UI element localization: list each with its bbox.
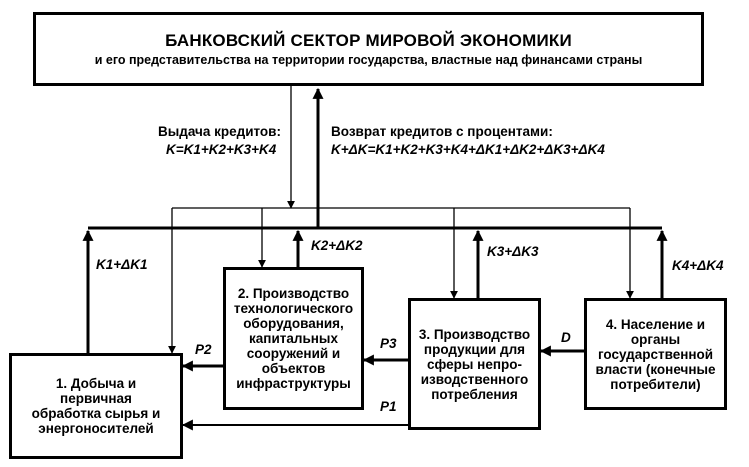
credit-issue-label: Выдача кредитов: [158,124,281,139]
box-raw-materials: 1. Добыча и первичная обработка сырья и энергоносителей [9,353,183,459]
flow-label-p2: P2 [195,342,212,357]
banking-sector-title: БАНКОВСКИЙ СЕКТОР МИРОВОЙ ЭКОНОМИКИ [165,30,572,50]
banking-sector-box [33,12,704,86]
credit-return-label: Возврат кредитов с процентами: [331,124,553,139]
credit-issue-formula: K=K1+K2+K3+K4 [166,142,277,157]
box-end-consumers: 4. Население и органы государственной власти (конечные потребители) [584,298,727,410]
flow-label-p1: P1 [380,399,397,414]
credit-return-formula: K+ΔK=K1+K2+K3+K4+ΔK1+ΔK2+ΔK3+ΔK4 [331,142,605,157]
flow-label-k2: K2+ΔK2 [311,238,363,253]
flow-label-p3: P3 [380,336,397,351]
flow-label-k3: K3+ΔK3 [487,244,539,259]
flow-label-k4: K4+ΔK4 [672,258,724,273]
flow-label-d: D [561,330,571,345]
box-equipment-production: 2. Производство технологического оборудования, капитальных сооружений и объектов инфраструктуры [223,267,364,410]
box-consumer-goods: 3. Производство продукции для сферы непро- изводственного потребления [408,298,541,430]
flow-label-k1: K1+ΔK1 [96,257,148,272]
banking-sector-subtitle: и его представительства на территории государства, властные над финансами страны [94,52,643,67]
